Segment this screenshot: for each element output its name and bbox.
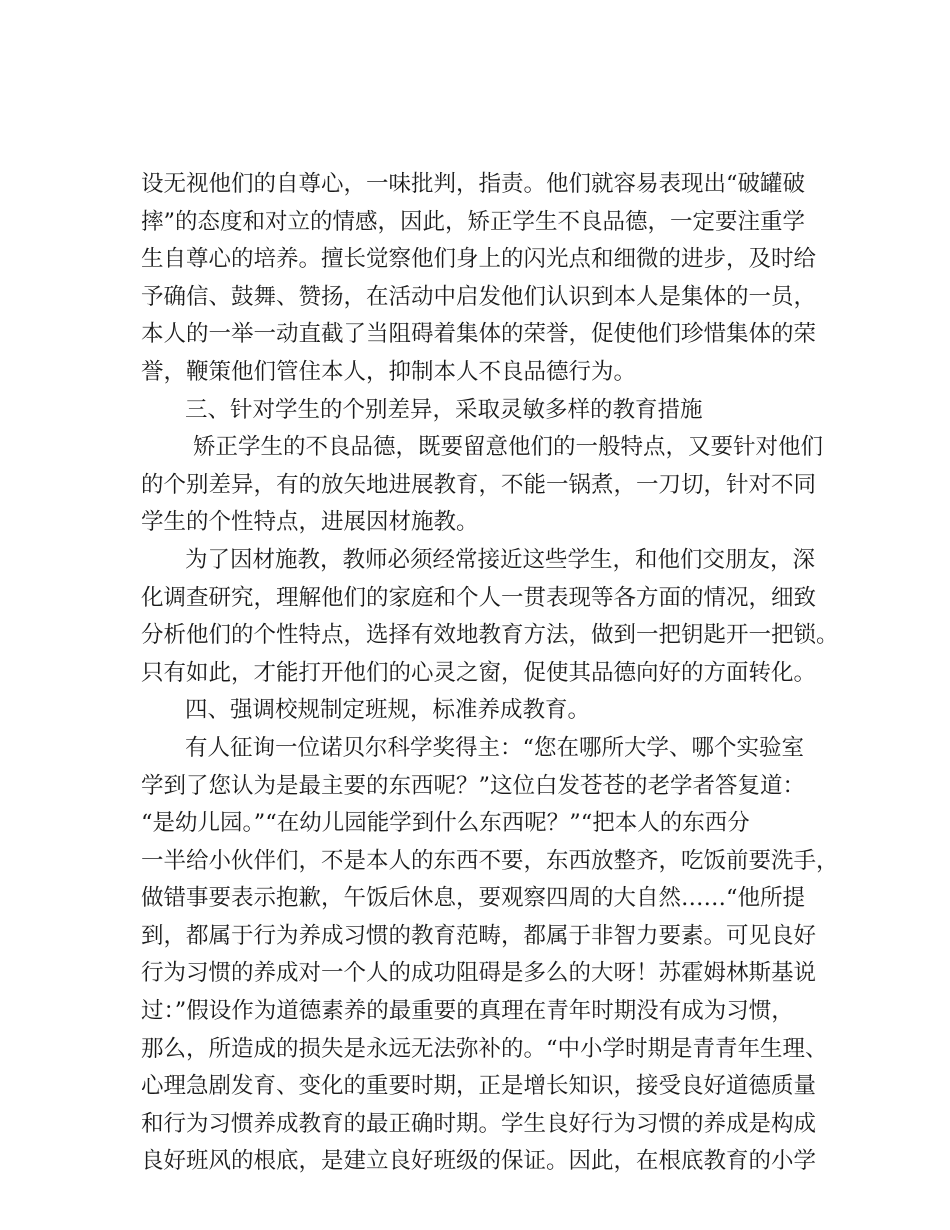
text-line: 誉，鞭策他们管住本人，抑制本人不良品德行为。 <box>141 358 637 385</box>
text-line: 做错事要表示抱歉，午饭后休息，要观察四周的大自然……“他所提 <box>141 885 806 912</box>
text-line: 学到了您认为是最主要的东西呢？”这位白发苍苍的老学者答复道： <box>141 772 806 799</box>
text-line: 摔”的态度和对立的情感，因此，矫正学生不良品德，一定要注重学 <box>141 208 806 235</box>
text-line: 分析他们的个性特点，选择有效地教育方法，做到一把钥匙开一把锁。 <box>141 622 839 649</box>
text-line: “是幼儿园。”“在幼儿园能学到什么东西呢？”“把本人的东西分 <box>141 810 750 837</box>
text-line: 只有如此，才能打开他们的心灵之窗，促使其品德向好的方面转化。 <box>141 659 817 686</box>
text-line: 本人的一举一动直截了当阻碍着集体的荣誉，促使他们珍惜集体的荣 <box>141 321 817 348</box>
text-line: 良好班风的根底，是建立良好班级的保证。因此，在根底教育的小学 <box>141 1148 817 1175</box>
text-line: 一半给小伙伴们，不是本人的东西不要，东西放整齐，吃饭前要洗手， <box>141 847 839 874</box>
text-line: 的个别差异，有的放矢地进展教育，不能一锅煮，一刀切，针对不同 <box>141 471 817 498</box>
text-line: 有人征询一位诺贝尔科学奖得主：“您在哪所大学、哪个实验室 <box>185 734 805 761</box>
text-line: 矫正学生的不良品德，既要留意他们的一般特点，又要针对他们 <box>193 434 824 461</box>
text-line: 生自尊心的培养。擅长觉察他们身上的闪光点和细微的进步，及时给 <box>141 246 817 273</box>
text-line: 学生的个性特点，进展因材施教。 <box>141 509 479 536</box>
text-line: 行为习惯的养成对一个人的成功阻碍是多么的大呀！苏霍姆林斯基说 <box>141 960 817 987</box>
text-line: 和行为习惯养成教育的最正确时期。学生良好行为习惯的养成是构成 <box>141 1110 817 1137</box>
text-line: 予确信、鼓舞、赞扬，在活动中启发他们认识到本人是集体的一员， <box>141 283 817 310</box>
text-line: 过：”假设作为道德素养的最重要的真理在青年时期没有成为习惯， <box>141 998 794 1025</box>
text-line: 为了因材施教，教师必须经常接近这些学生，和他们交朋友，深 <box>185 546 816 573</box>
text-line: 化调查研究，理解他们的家庭和个人一贯表现等各方面的情况，细致 <box>141 584 817 611</box>
text-line: 心理急剧发育、变化的重要时期，正是增长知识，接受良好道德质量 <box>141 1073 817 1100</box>
section-heading: 三、针对学生的个别差异，采取灵敏多样的教育措施 <box>185 396 703 423</box>
text-line: 那么，所造成的损失是永远无法弥补的。“中小学时期是青青年生理、 <box>141 1035 828 1062</box>
text-line: 设无视他们的自尊心，一味批判，指责。他们就容易表现出“破罐破 <box>141 171 806 197</box>
text-line: 到，都属于行为养成习惯的教育范畴，都属于非智力要素。可见良好 <box>141 922 817 949</box>
body-text <box>141 166 839 1181</box>
section-heading: 四、强调校规制定班规，标准养成教育。 <box>185 697 591 724</box>
